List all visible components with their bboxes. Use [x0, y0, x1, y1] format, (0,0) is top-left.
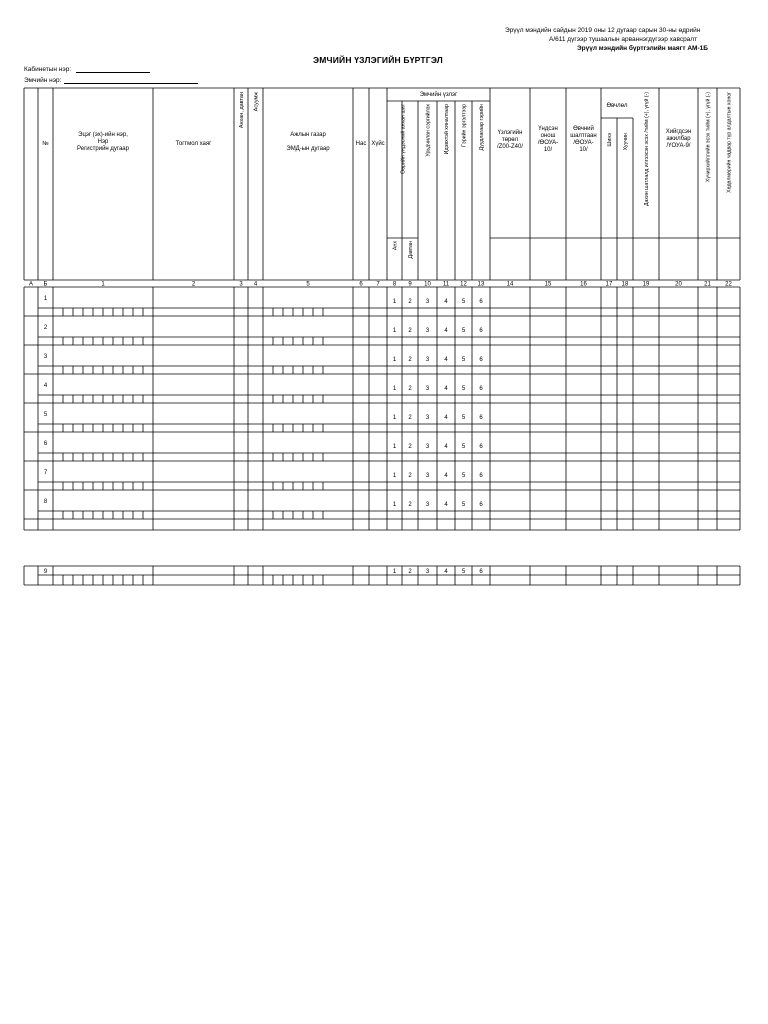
exam-code: 1 [392, 299, 397, 305]
exam-code: 1 [392, 328, 397, 334]
exam-code: 5 [461, 328, 466, 334]
col-header-14: төрөл [501, 137, 519, 143]
col-header-no: № [42, 141, 49, 147]
row-number: 2 [43, 325, 48, 331]
index-cell: 18 [621, 281, 629, 288]
row-number: 4 [43, 383, 48, 389]
exam-code: 2 [408, 328, 412, 334]
index-cell: 13 [477, 281, 485, 288]
index-cell: 19 [642, 281, 650, 288]
col-header-18: Хуучин [623, 133, 629, 151]
col-header-16: 10/ [579, 147, 588, 153]
col-header-acute: Анхан, давтан [239, 92, 245, 129]
exam-code: 5 [461, 386, 466, 392]
exam-code: 6 [479, 569, 483, 575]
index-cell: 3 [239, 281, 243, 288]
exam-col-header: Идэвхтэй хяналтаар [444, 104, 450, 155]
exam-code: 6 [479, 328, 483, 334]
col-header-20: Хийгдсэн [665, 129, 692, 135]
exam-code: 2 [408, 299, 412, 305]
row-number: 6 [43, 441, 48, 447]
row-number: 9 [43, 569, 48, 575]
exam-code: 2 [408, 473, 412, 479]
row-number: 1 [43, 296, 48, 302]
col-header-15: Үндсэн [538, 126, 558, 132]
exam-code: 1 [392, 502, 397, 508]
col-header-14: /Z00-Z40/ [496, 144, 524, 150]
exam-code: 1 [392, 473, 397, 479]
index-cell: 22 [725, 281, 732, 288]
col-header-15: /ӨОУА- [537, 140, 559, 146]
order-reference-line2: А/611 дүгээр тушаалын арваннэгдүгээр хавсралт [549, 36, 698, 43]
exam-group-header: Эмчийн үзлэг [419, 92, 458, 98]
exam-code: 3 [425, 357, 430, 363]
cabinet-label: Кабинетын нэр: [24, 66, 72, 73]
col-header-20: /ҮОУА-9/ [666, 143, 691, 149]
exam-code: 5 [461, 299, 466, 305]
col-header-age: Нас [355, 141, 367, 147]
row-number: 8 [43, 499, 48, 505]
index-cell: 2 [191, 281, 196, 288]
col-header-14: Үзлэгийн [497, 130, 523, 136]
exam-code: 3 [425, 502, 430, 508]
col-header-first: Анх [392, 241, 399, 251]
col-header-22: Хөдөлмөрийн чадвар түр алдалтын хоног [726, 92, 733, 193]
col-header-16: /ӨОУА- [573, 140, 594, 146]
col-header-name: Эцэг (эх)-ийн нэр, [78, 132, 128, 138]
row-number: 5 [43, 412, 48, 418]
index-cell: 7 [376, 281, 380, 288]
col-header-work: ЭМД-ын дугаар [286, 146, 330, 152]
index-cell: 8 [392, 281, 397, 288]
exam-code: 4 [444, 357, 448, 363]
exam-code: 4 [444, 502, 448, 508]
exam-code: 5 [461, 415, 466, 421]
col-header-name: Регистрийн дугаар [77, 146, 129, 152]
exam-code: 4 [444, 569, 448, 575]
exam-code: 2 [408, 386, 412, 392]
index-cell: А [28, 281, 34, 288]
col-header-work: Ажлын газар [290, 132, 326, 138]
col-header-15: 10/ [543, 147, 553, 153]
page-title: ЭМЧИЙН ҮЗЛЭГИЙН БҮРТГЭЛ [313, 55, 443, 65]
exam-code: 3 [425, 569, 430, 575]
index-cell: 9 [408, 281, 412, 288]
exam-code: 5 [461, 502, 466, 508]
exam-col-header: Гэрийн эргэлтээр [461, 104, 468, 147]
exam-code: 6 [479, 473, 483, 479]
exam-code: 1 [392, 357, 397, 363]
index-cell: 17 [605, 281, 613, 288]
col-header-16: Өвчний [573, 126, 594, 132]
exam-col-header: Урьдчилан сэргийлэх [425, 104, 432, 157]
col-header-name: Нэр [97, 139, 109, 145]
exam-code: 4 [444, 444, 448, 450]
index-cell: 20 [675, 281, 682, 288]
exam-code: 6 [479, 299, 483, 305]
exam-code: 3 [425, 386, 430, 392]
col-header-symptom: Асуумж [253, 92, 260, 112]
exam-col-header: Өөрийн үндэсний анхан шат [400, 104, 407, 175]
exam-code: 4 [444, 328, 448, 334]
exam-code: 2 [408, 502, 412, 508]
col-header-20: ажилбар [666, 136, 691, 142]
index-cell: 1 [101, 281, 105, 288]
exam-code: 6 [479, 357, 483, 363]
exam-code: 6 [479, 444, 483, 450]
index-cell: 4 [253, 281, 258, 288]
col-header-repeat: Давтан [408, 241, 414, 259]
index-cell: 12 [460, 281, 467, 288]
exam-col-header: Дуудлагаар гэрийн [479, 104, 485, 151]
col-header-21: Хүчирхийллийн эсэх тийм (+), үгүй (-) [705, 92, 712, 183]
exam-code: 4 [444, 415, 448, 421]
exam-code: 3 [425, 299, 430, 305]
col-header-address: Тогтмол хаяг [175, 141, 212, 147]
exam-code: 5 [461, 473, 466, 479]
exam-code: 1 [392, 444, 397, 450]
exam-code: 2 [408, 444, 412, 450]
index-cell: 14 [506, 281, 514, 288]
doctor-label: Эмчийн нэр: [24, 77, 62, 84]
exam-code: 3 [425, 415, 430, 421]
index-cell: 10 [424, 281, 431, 288]
exam-code: 3 [425, 444, 430, 450]
col-header-17: Шинэ [607, 133, 613, 147]
order-reference-line1: Эрүүл мэндийн сайдын 2019 оны 12 дугаар сарын 30-ны өдрийн [505, 27, 701, 34]
col-header-15: онош [540, 133, 556, 139]
form-code: Эрүүл мэндийн бүртгэлийн маягт АМ-1Б [577, 45, 708, 52]
exam-code: 1 [392, 386, 397, 392]
exam-code: 6 [479, 502, 483, 508]
exam-code: 5 [461, 569, 466, 575]
exam-code: 2 [408, 357, 412, 363]
exam-code: 5 [461, 444, 466, 450]
exam-code: 1 [392, 569, 397, 575]
index-cell: 11 [442, 281, 450, 288]
index-cell: 16 [580, 281, 587, 288]
row-number: 3 [43, 354, 48, 360]
exam-code: 3 [425, 473, 430, 479]
exam-code: 3 [425, 328, 430, 334]
exam-code: 4 [444, 299, 448, 305]
index-cell: 21 [704, 281, 711, 288]
exam-code: 2 [408, 569, 412, 575]
col-header-sex: Хүйс [371, 141, 385, 147]
index-cell: 5 [306, 281, 310, 288]
row-number: 7 [43, 470, 48, 476]
exam-code: 4 [444, 386, 448, 392]
col-header-16: шалтгаан [570, 133, 597, 139]
exam-code: 1 [392, 415, 397, 421]
index-cell: 6 [359, 281, 363, 288]
exam-code: 5 [461, 357, 466, 363]
exam-code: 6 [479, 386, 483, 392]
exam-code: 2 [408, 415, 412, 421]
index-cell: Б [43, 281, 48, 288]
index-cell: 15 [544, 281, 552, 288]
exam-code: 4 [444, 473, 448, 479]
col-header-19: Дахин шатлалд илгээсэн эсэх /тийм (+), үгүй (-) [644, 92, 650, 207]
exam-code: 6 [479, 415, 483, 421]
treatment-group-header: Өвчлөл [606, 103, 628, 109]
